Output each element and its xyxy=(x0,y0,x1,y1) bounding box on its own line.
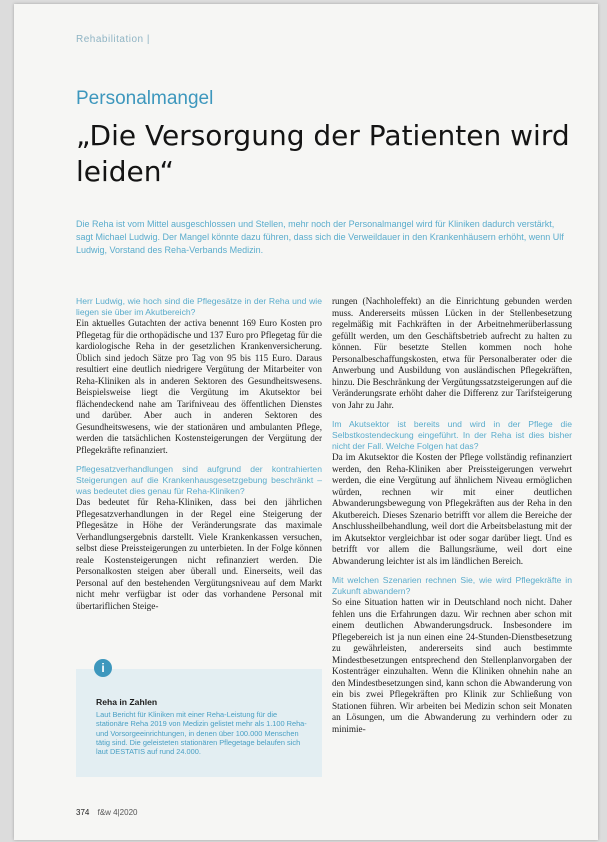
right-column xyxy=(332,296,572,743)
article-kicker: Personalmangel xyxy=(76,88,214,109)
info-box-text: Laut Bericht für Kliniken mit einer Reha-Leistung für die stationäre Reha 2019 von Medizin gelistet mehr als 1.100 Reha- und Vorsorgeeinrichtungen, in denen über 100.000 Menschen tätig sind. Die geleisteten stationären Pflegetage belaufen sich laut DESTATIS auf rund 24.000. xyxy=(96,710,307,757)
interview-question: Pflegesatzverhandlungen sind aufgrund der kontrahierten Steigerungen auf die Krankenhausgesetzgebung beschränkt – was bedeutet dies genau für Reha-Kliniken? xyxy=(76,464,322,496)
page-number: 374 xyxy=(76,808,90,817)
info-box xyxy=(76,661,322,777)
interview-question: Mit welchen Szenarien rechnen Sie, wie wird Pflegekräfte in Zukunft abwandern? xyxy=(332,575,572,596)
article-lead: Die Reha ist vom Mittel ausgeschlossen und Stellen, mehr noch der Personalmangel wird für Kliniken dadurch verstärkt, sagt Michael Ludwig. Der Mangel könnte dazu führen, dass sich die Verweildauer in den Krankenhäusern erhöht, wenn Ulf Ludwig, Vorstand des Reha-Verbands Medizin. xyxy=(76,219,564,255)
interview-question: Im Akutsektor ist bereits und wird in der Pflege die Selbstkostendeckung eingeführt. In der Reha ist dies bisher nicht der Fall. Welche Folgen hat das? xyxy=(332,419,572,451)
publication-name: f&w 4|2020 xyxy=(97,808,138,817)
interview-answer: Da im Akutsektor die Kosten der Pflege vollständig refinanziert werden, den Reha-Kliniken aber Preissteigerungen verwehrt werden, die eine Vergütung auf ähnlichem Niveau ermöglichen würden, rechnen wir mit einer deutlichen Abwanderungsbewegung von Pflegekräften aus der Reha in den Akutbereich. Dieses Szenario betrifft vor allem die Bereiche der Anschlussheilbehandlung, weil dort die Arbeitsbelastung mit der im Akutsektor vergleichbar ist oder sogar darüber liegt. Und es betrifft vor allem die Ballungsräume, weil dort eine Abwanderung leichter ist als im ländlichen Bereich. xyxy=(332,452,572,566)
article-headline: „Die Versorgung der Patienten wird leiden“ xyxy=(76,119,570,188)
info-icon: i xyxy=(94,659,112,677)
info-box-title: Reha in Zahlen xyxy=(96,697,158,707)
interview-answer: rungen (Nachholeffekt) an die Einrichtung gebunden werden muss. Andererseits müssen Lücken in der Stellenbesetzung regelmäßig mit Fachkräften in der Arbeitnehmerüberlassung gefüllt werden, um den Geschäftsbetrieb aufrecht zu halten zu können. Für besetzte Stellen kommen noch hohe Personalbeschaffungskosten, etwa für Personalberater oder die Anwerbung und Ausbildung von ausländischen Pflegekräften, hinzu. Die Beschränkung der Vergütungssatzsteigerungen auf die Veränderungsrate erhöht daher die Differenz zur Tarifsteigerung von Jahr zu Jahr. xyxy=(332,296,572,410)
left-column xyxy=(76,296,322,620)
section-tag: Rehabilitation | xyxy=(76,34,150,45)
interview-answer: Ein aktuelles Gutachten der activa benennt 169 Euro Kosten pro Pflegetag für die orthopädische und 137 Euro pro Pflegetag für die kardiologische Reha in der gesetzlichen Krankenversicherung. Üblich sind jedoch Sätze pro Tag von 95 bis 115 Euro. Daraus resultiert eine deutlich niedrigere Vergütung der Mitarbeiter von Reha-Kliniken als in anderen Sektoren des Gesundheitswesens. Beispielsweise liegt die Vergütung im Akutsektor bei flächendeckend nahe am Tarifniveau des öffentlichen Dienstes und darüber. Aber auch in anderen Sektoren des Gesundheitswesens, wie der stationären und ambulanten Pflege, werden die tatsächlichen Kostensteigerungen der Vergütung der Pflegekräfte refinanziert. xyxy=(76,318,322,455)
interview-question: Herr Ludwig, wie hoch sind die Pflegesätze in der Reha und wie liegen sie über im Akutbereich? xyxy=(76,296,322,317)
magazine-page xyxy=(14,4,598,840)
interview-answer: So eine Situation hatten wir in Deutschland noch nicht. Daher fehlen uns die Erfahrungen dazu. Wir rechnen aber schon mit einem deutlichen Abwanderungsdruck. Insbesondere im Pflegebereich ist ja nun einen eine 24-Stunden-Dienstbesetzung zu gewährleisten, andererseits sind auch bestimmte Mindestbesetzungen entsprechend den Stellenplanvorgaben der Kostenträger einzuhalten. Wenn die Kliniken ohnehin nahe an den Mindestbesetzungen sind, kann schon die Abwanderung von ein bis zwei Pflegekräften pro Klinik zur Schließung von Stationen führen. Wir arbeiten bei Medizin schon seit Monaten an Lösungen, um die Abwanderung zu verhindern oder zu minimie- xyxy=(332,597,572,734)
page-footer xyxy=(76,808,137,817)
interview-answer: Das bedeutet für Reha-Kliniken, dass bei den jährlichen Pflegesatzverhandlungen in der Regel eine Steigerung der Pflegesätze in Höhe der Veränderungsrate das maximale Verhandlungsergebnis darstellt. Viele Krankenkassen versuchen, selbst diese Preissteigerungen zu unterbieten. In der Folge können reale Kostensteigerungen nicht refinanziert werden. Die Personalkosten steigen aber überall und. Einerseits, weil das Personal auf den bestehenden Vergütungsniveau auf dem Markt nicht mehr verfügbar ist oder das vorhandene Personal mit übertariflichen Steige- xyxy=(76,497,322,611)
